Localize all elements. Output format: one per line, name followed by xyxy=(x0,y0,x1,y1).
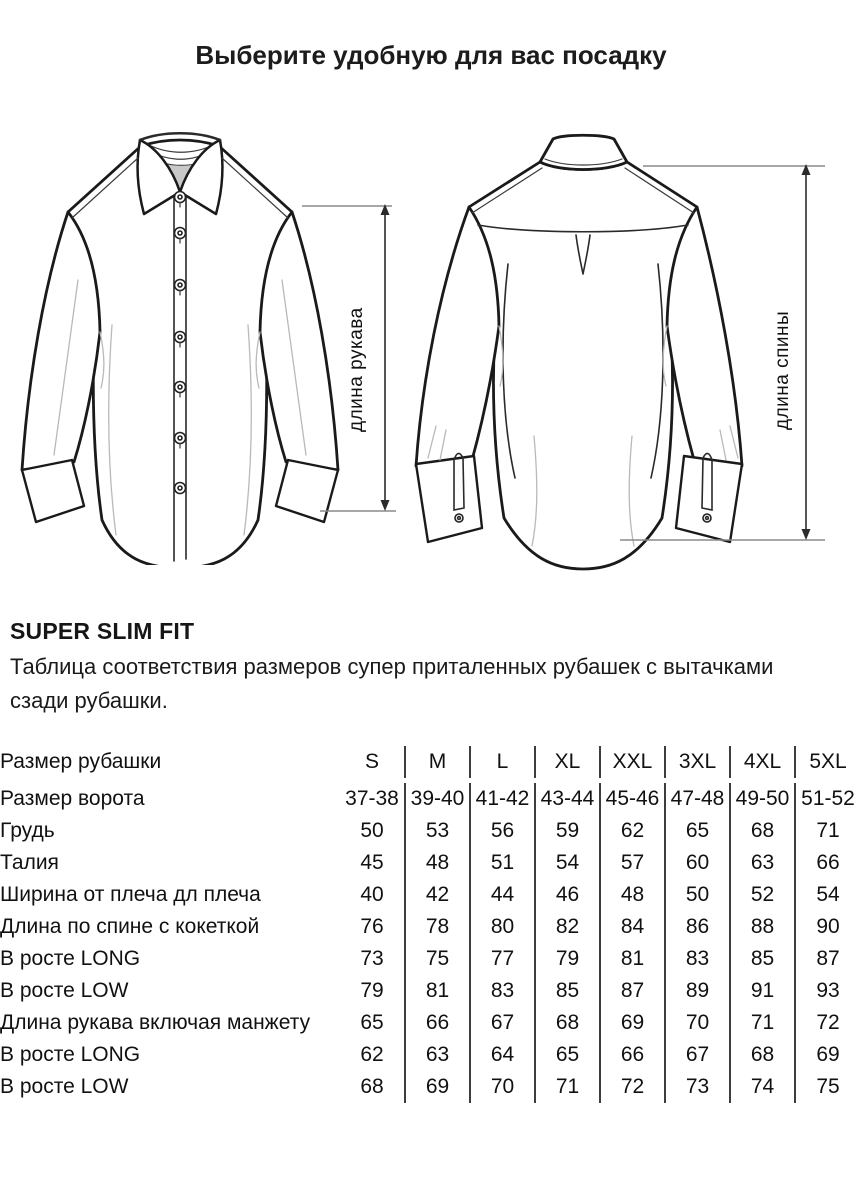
table-row xyxy=(0,1071,860,1103)
size-cell: 4XL xyxy=(730,746,795,781)
size-cell: 62 xyxy=(600,815,665,847)
size-cell: 93 xyxy=(795,975,860,1007)
size-cell: 48 xyxy=(405,847,470,879)
size-cell: 73 xyxy=(665,1071,730,1103)
size-cell: 44 xyxy=(470,879,535,911)
size-cell: 68 xyxy=(360,1075,384,1098)
size-table-body xyxy=(0,746,860,1103)
size-cell: 67 xyxy=(665,1039,730,1071)
row-label: Длина рукава включая манжету xyxy=(0,1011,311,1034)
size-cell: 90 xyxy=(795,911,860,943)
size-cell: 49-50 xyxy=(730,781,795,816)
row-label: В росте LONG xyxy=(0,1043,141,1066)
size-cell: L xyxy=(470,746,535,781)
size-cell: 47-48 xyxy=(665,781,730,816)
size-cell: 66 xyxy=(600,1039,665,1071)
size-cell: 68 xyxy=(730,815,795,847)
size-cell: 82 xyxy=(535,911,600,943)
size-cell: 77 xyxy=(470,943,535,975)
size-cell: 45 xyxy=(360,851,384,874)
size-cell: 62 xyxy=(360,1043,384,1066)
size-cell: 69 xyxy=(405,1071,470,1103)
size-cell: 79 xyxy=(535,943,600,975)
size-cell: 51-52 xyxy=(795,781,860,816)
size-cell: 65 xyxy=(665,815,730,847)
size-cell: 48 xyxy=(600,879,665,911)
row-label: В росте LOW xyxy=(0,1075,129,1098)
size-cell: 66 xyxy=(795,847,860,879)
size-cell: 83 xyxy=(665,943,730,975)
size-cell: 65 xyxy=(360,1011,384,1034)
size-cell: 45-46 xyxy=(600,781,665,816)
table-row xyxy=(0,1007,860,1039)
size-cell: 59 xyxy=(535,815,600,847)
size-cell: 72 xyxy=(600,1071,665,1103)
fit-heading: SUPER SLIM FIT xyxy=(10,618,195,644)
size-cell: 70 xyxy=(470,1071,535,1103)
size-cell: 41-42 xyxy=(470,781,535,816)
row-label: Размер ворота xyxy=(0,787,145,810)
table-row xyxy=(0,879,860,911)
size-table xyxy=(0,746,860,1103)
table-row xyxy=(0,746,860,781)
size-cell: 81 xyxy=(600,943,665,975)
size-cell: 53 xyxy=(405,815,470,847)
shirt-back-drawing xyxy=(400,126,745,571)
table-row xyxy=(0,975,860,1007)
size-cell: 88 xyxy=(730,911,795,943)
size-cell: 63 xyxy=(730,847,795,879)
size-cell: 54 xyxy=(535,847,600,879)
size-cell: 54 xyxy=(795,879,860,911)
size-cell: 80 xyxy=(470,911,535,943)
table-row xyxy=(0,943,860,975)
size-cell: 81 xyxy=(405,975,470,1007)
size-cell: 5XL xyxy=(795,746,860,781)
page-title: Выберите удобную для вас посадку xyxy=(195,40,667,70)
size-cell: 56 xyxy=(470,815,535,847)
size-cell: XL xyxy=(535,746,600,781)
size-cell: 85 xyxy=(535,975,600,1007)
size-cell: 85 xyxy=(730,943,795,975)
size-cell: 42 xyxy=(405,879,470,911)
size-cell: 78 xyxy=(405,911,470,943)
size-cell: 79 xyxy=(360,979,384,1002)
size-cell: 87 xyxy=(600,975,665,1007)
size-cell: 52 xyxy=(730,879,795,911)
size-cell: 50 xyxy=(665,879,730,911)
size-cell: 89 xyxy=(665,975,730,1007)
size-cell: 68 xyxy=(535,1007,600,1039)
table-row xyxy=(0,1039,860,1071)
size-cell: 57 xyxy=(600,847,665,879)
size-cell: 39-40 xyxy=(405,781,470,816)
size-cell: 64 xyxy=(470,1039,535,1071)
size-cell: 67 xyxy=(470,1007,535,1039)
row-label: Ширина от плеча дл плеча xyxy=(0,883,261,906)
size-cell: XXL xyxy=(600,746,665,781)
fit-description: Таблица соответствия размеров супер приталенных рубашек с вытачками сзади рубашки. xyxy=(10,654,774,713)
size-cell: 69 xyxy=(600,1007,665,1039)
size-cell: 60 xyxy=(665,847,730,879)
row-label: Грудь xyxy=(0,819,55,842)
size-cell: 71 xyxy=(535,1071,600,1103)
size-cell: 70 xyxy=(665,1007,730,1039)
sleeve-length-label: длина рукава xyxy=(346,307,367,433)
shirt-fit-diagram xyxy=(0,100,862,600)
table-row xyxy=(0,815,860,847)
size-cell: M xyxy=(405,746,470,781)
size-cell: 71 xyxy=(730,1007,795,1039)
row-label: Талия xyxy=(0,851,59,874)
size-cell: 84 xyxy=(600,911,665,943)
size-cell: 46 xyxy=(535,879,600,911)
table-row xyxy=(0,781,860,816)
row-label: В росте LONG xyxy=(0,947,141,970)
size-cell: 3XL xyxy=(665,746,730,781)
size-cell: 69 xyxy=(795,1039,860,1071)
size-cell: 76 xyxy=(360,915,384,938)
row-label: Размер рубашки xyxy=(0,746,340,781)
size-cell: 83 xyxy=(470,975,535,1007)
size-cell: 43-44 xyxy=(535,781,600,816)
shirt-front-drawing xyxy=(8,120,353,565)
size-cell: 75 xyxy=(405,943,470,975)
row-label: Длина по спине с кокеткой xyxy=(0,915,260,938)
size-cell: 51 xyxy=(470,847,535,879)
size-cell: 66 xyxy=(405,1007,470,1039)
size-cell: 68 xyxy=(730,1039,795,1071)
size-cell: 63 xyxy=(405,1039,470,1071)
size-cell: 91 xyxy=(730,975,795,1007)
size-cell: 87 xyxy=(795,943,860,975)
size-cell: S xyxy=(340,746,405,781)
size-cell: 50 xyxy=(360,819,384,842)
table-row xyxy=(0,911,860,943)
size-cell: 75 xyxy=(795,1071,860,1103)
table-row xyxy=(0,847,860,879)
size-cell: 37-38 xyxy=(345,787,399,810)
back-length-label: длина спины xyxy=(772,310,793,430)
size-cell: 74 xyxy=(730,1071,795,1103)
size-cell: 65 xyxy=(535,1039,600,1071)
size-cell: 71 xyxy=(795,815,860,847)
size-cell: 40 xyxy=(360,883,384,906)
row-label: В росте LOW xyxy=(0,979,129,1002)
size-cell: 86 xyxy=(665,911,730,943)
size-cell: 72 xyxy=(795,1007,860,1039)
size-cell: 73 xyxy=(360,947,384,970)
